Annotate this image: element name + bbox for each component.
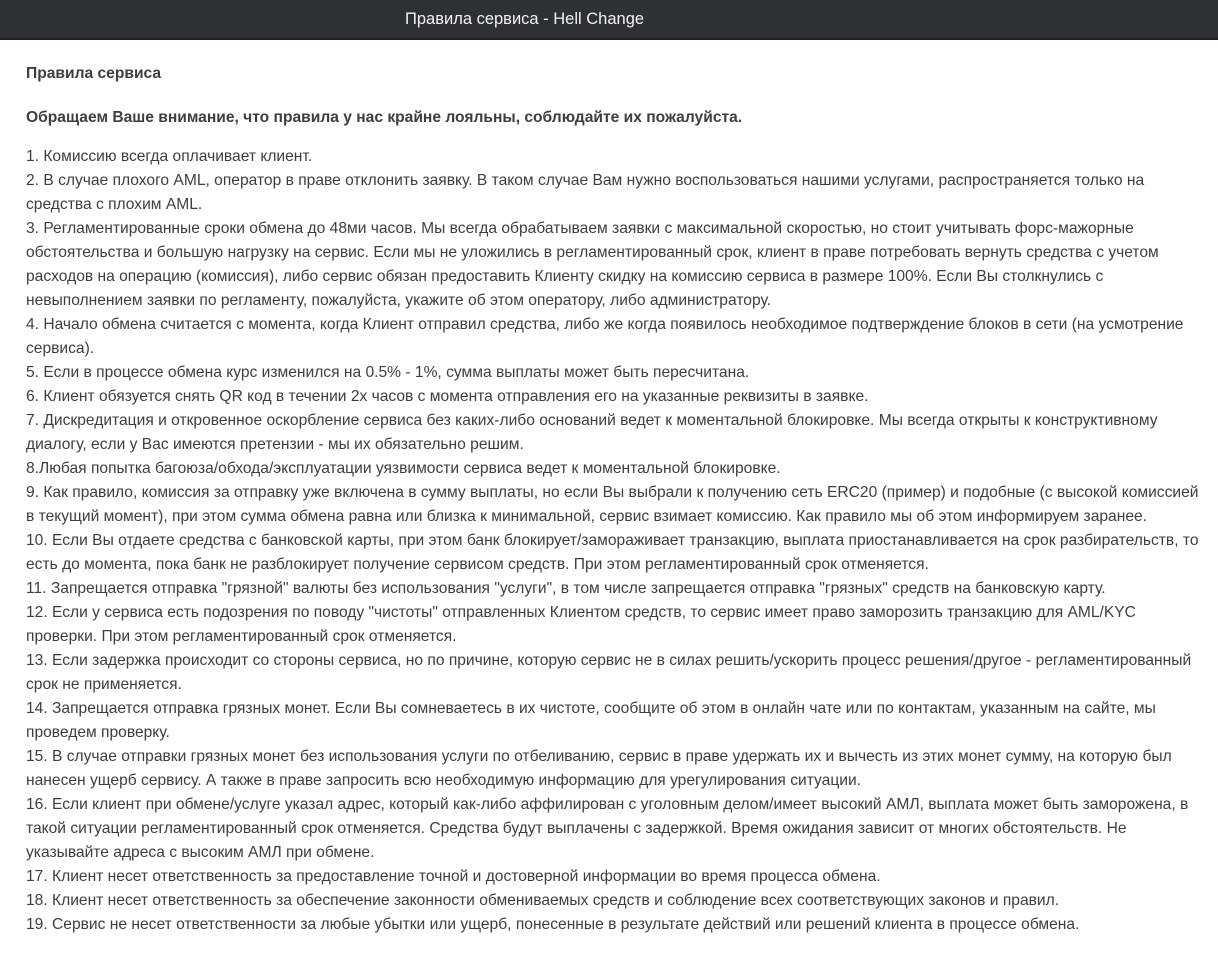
rule-item: 4. Начало обмена считается с момента, когда Клиент отправил средства, либо же когда появилось необходимое подтверждение блоков в сети (на усмотрение сервиса). — [26, 316, 1184, 357]
rule-item: 3. Регламентированные сроки обмена до 48ми часов. Мы всегда обрабатываем заявки с максимальной скоростью, но стоит учитывать форс-мажорные обстоятельства и большую нагрузку на сервис. Если мы не уложились в регламентированный срок, клиент в праве потребовать вернуть средства с учетом расходов на операцию (комиссия), либо сервис обязан предоставить Клиенту скидку на комиссию сервиса в размере 100%. Если Вы столкнулись с невыполнением заявки по регламенту, пожалуйста, укажите об этом оператору, либо администратору. — [26, 220, 1159, 309]
rule-item: 10. Если Вы отдаете средства с банковской карты, при этом банк блокирует/замораживает транзакцию, выплата приостанавливается на срок разбирательств, то есть до момента, пока банк не разблокирует получение сервисом средств. При этом регламентированный срок отменяется. — [26, 532, 1199, 573]
rule-item: 2. В случае плохого AML, оператор в праве отклонить заявку. В таком случае Вам нужно воспользоваться нашими услугами, распространяется только на средства с плохим AML. — [26, 172, 1145, 213]
page-heading: Правила сервиса — [26, 65, 162, 82]
rule-item: 1. Комиссию всегда оплачивает клиент. — [26, 148, 313, 165]
rule-item: 16. Если клиент при обмене/услуге указал адрес, который как-либо аффилирован с уголовным делом/имеет высокий АМЛ, выплата может быть заморожена, в такой ситуации регламентированный срок отменяется. Средства будут выплачены с задержкой. Время ожидания зависит от многих обстоятельств. Не указывайте адреса с высоким АМЛ при обмене. — [26, 796, 1189, 861]
rule-item: 8.Любая попытка багоюза/обхода/эксплуатации уязвимости сервиса ведет к моментальной блокировке. — [26, 460, 781, 477]
rule-item: 14. Запрещается отправка грязных монет. Если Вы сомневаетесь в их чистоте, сообщите об этом в онлайн чате или по контактам, указанным на сайте, мы проведем проверку. — [26, 700, 1156, 741]
rule-item: 12. Если у сервиса есть подозрения по поводу "чистоты" отправленных Клиентом средств, то сервис имеет право заморозить транзакцию для AML/KYC проверки. При этом регламентированный срок отменяется. — [26, 604, 1136, 645]
rule-item: 15. В случае отправки грязных монет без использования услуги по отбеливанию, сервис в праве удержать их и вычесть из этих монет сумму, на которую был нанесен ущерб сервису. А также в праве запросить всю необходимую информацию для урегулирования ситуации. — [26, 748, 1172, 789]
rule-item: 19. Сервис не несет ответственности за любые убытки или ущерб, понесенные в результате действий или решений клиента в процессе обмена. — [26, 916, 1080, 933]
window-titlebar — [0, 0, 1218, 40]
rule-item: 7. Дискредитация и откровенное оскорбление сервиса без каких-либо оснований ведет к моментальной блокировке. Мы всегда открыты к конструктивному диалогу, если у Вас имеются претензии - мы их обязательно решим. — [26, 412, 1158, 453]
rule-item: 13. Если задержка происходит со стороны сервиса, но по причине, которую сервис не в силах решить/ускорить процесс решения/другое - регламентированный срок не применяется. — [26, 652, 1192, 693]
rule-item: 17. Клиент несет ответственность за предоставление точной и достоверной информации во время процесса обмена. — [26, 868, 881, 885]
rules-list — [26, 145, 1204, 937]
rule-item: 5. Если в процессе обмена курс изменился на 0.5% - 1%, сумма выплаты может быть пересчитана. — [26, 364, 750, 381]
rule-item: 11. Запрещается отправка "грязной" валюты без использования "услуги", в том числе запрещается отправка "грязных" средств на банковскую карту. — [26, 580, 1106, 597]
rule-item: 6. Клиент обязуется снять QR код в течении 2х часов с момента отправления его на указанные реквизиты в заявке. — [26, 388, 869, 405]
intro-notice: Обращаем Ваше внимание, что правила у нас крайне лояльны, соблюдайте их пожалуйста. — [26, 109, 743, 126]
rule-item: 9. Как правило, комиссия за отправку уже включена в сумму выплаты, но если Вы выбрали к получению сеть ERC20 (пример) и подобные (с высокой комиссией в текущий момент), при этом сумма обмена равна или близка к минимальной, сервис взимает комиссию. Как правило мы об этом информируем заранее. — [26, 484, 1199, 525]
window-title: Правила сервиса - Hell Change — [405, 10, 645, 28]
rule-item: 18. Клиент несет ответственность за обеспечение законности обмениваемых средств и соблюдение всех соответствующих законов и правил. — [26, 892, 1060, 909]
